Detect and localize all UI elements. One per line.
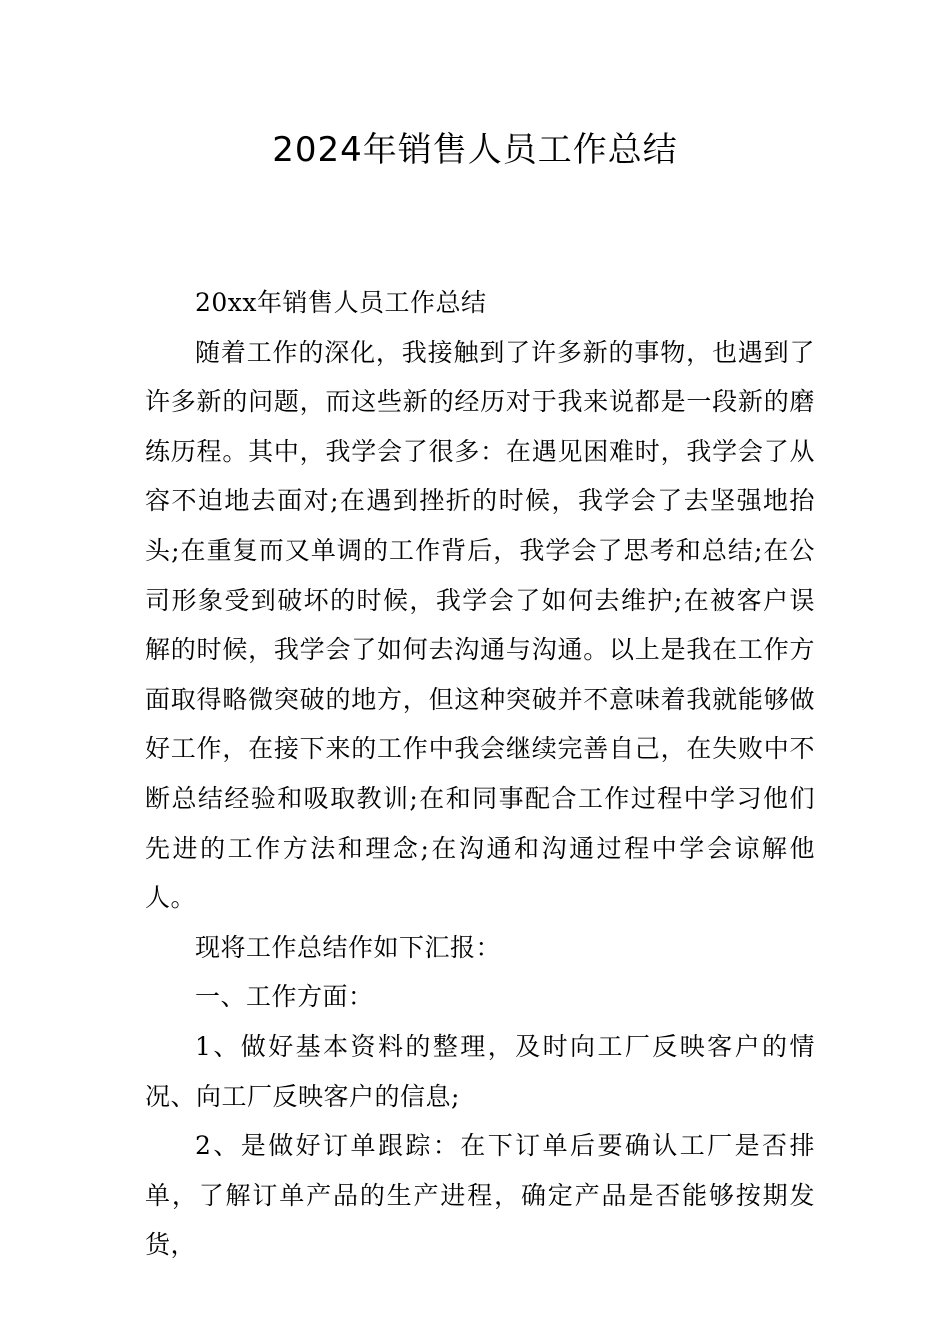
- paragraph-intro: 随着工作的深化，我接触到了许多新的事物，也遇到了许多新的问题，而这些新的经历对于我来说都是一段新的磨练历程。其中，我学会了很多：在遇见困难时，我学会了从容不迫地去面对;在遇到挫折的时候，我学会了去坚强地抬头;在重复而又单调的工作背后，我学会了思考和总结;在公司形象受到破坏的时候，我学会了如何去维护;在被客户误解的时候，我学会了如何去沟通与沟通。以上是我在工作方面取得略微突破的地方，但这种突破并不意味着我就能够做好工作，在接下来的工作中我会继续完善自己，在失败中不断总结经验和吸取教训;在和同事配合工作过程中学习他们先进的工作方法和理念;在沟通和沟通过程中学会谅解他人。: [145, 337, 815, 913]
- list-item-2: 2、是做好订单跟踪：在下订单后要确认工厂是否排单，了解订单产品的生产进程，确定产品是否能够按期发货，: [145, 1131, 815, 1260]
- paragraph-subtitle: 20xx年销售人员工作总结: [195, 288, 487, 317]
- section-heading-work: 一、工作方面：: [195, 982, 374, 1012]
- paragraph-report-lead: 现将工作总结作如下汇报：: [195, 932, 502, 962]
- list-item-1: 1、做好基本资料的整理，及时向工厂反映客户的情况、向工厂反映客户的信息;: [145, 1031, 815, 1111]
- document-body: [145, 278, 815, 1270]
- document-title: 2024年销售人员工作总结: [272, 130, 678, 170]
